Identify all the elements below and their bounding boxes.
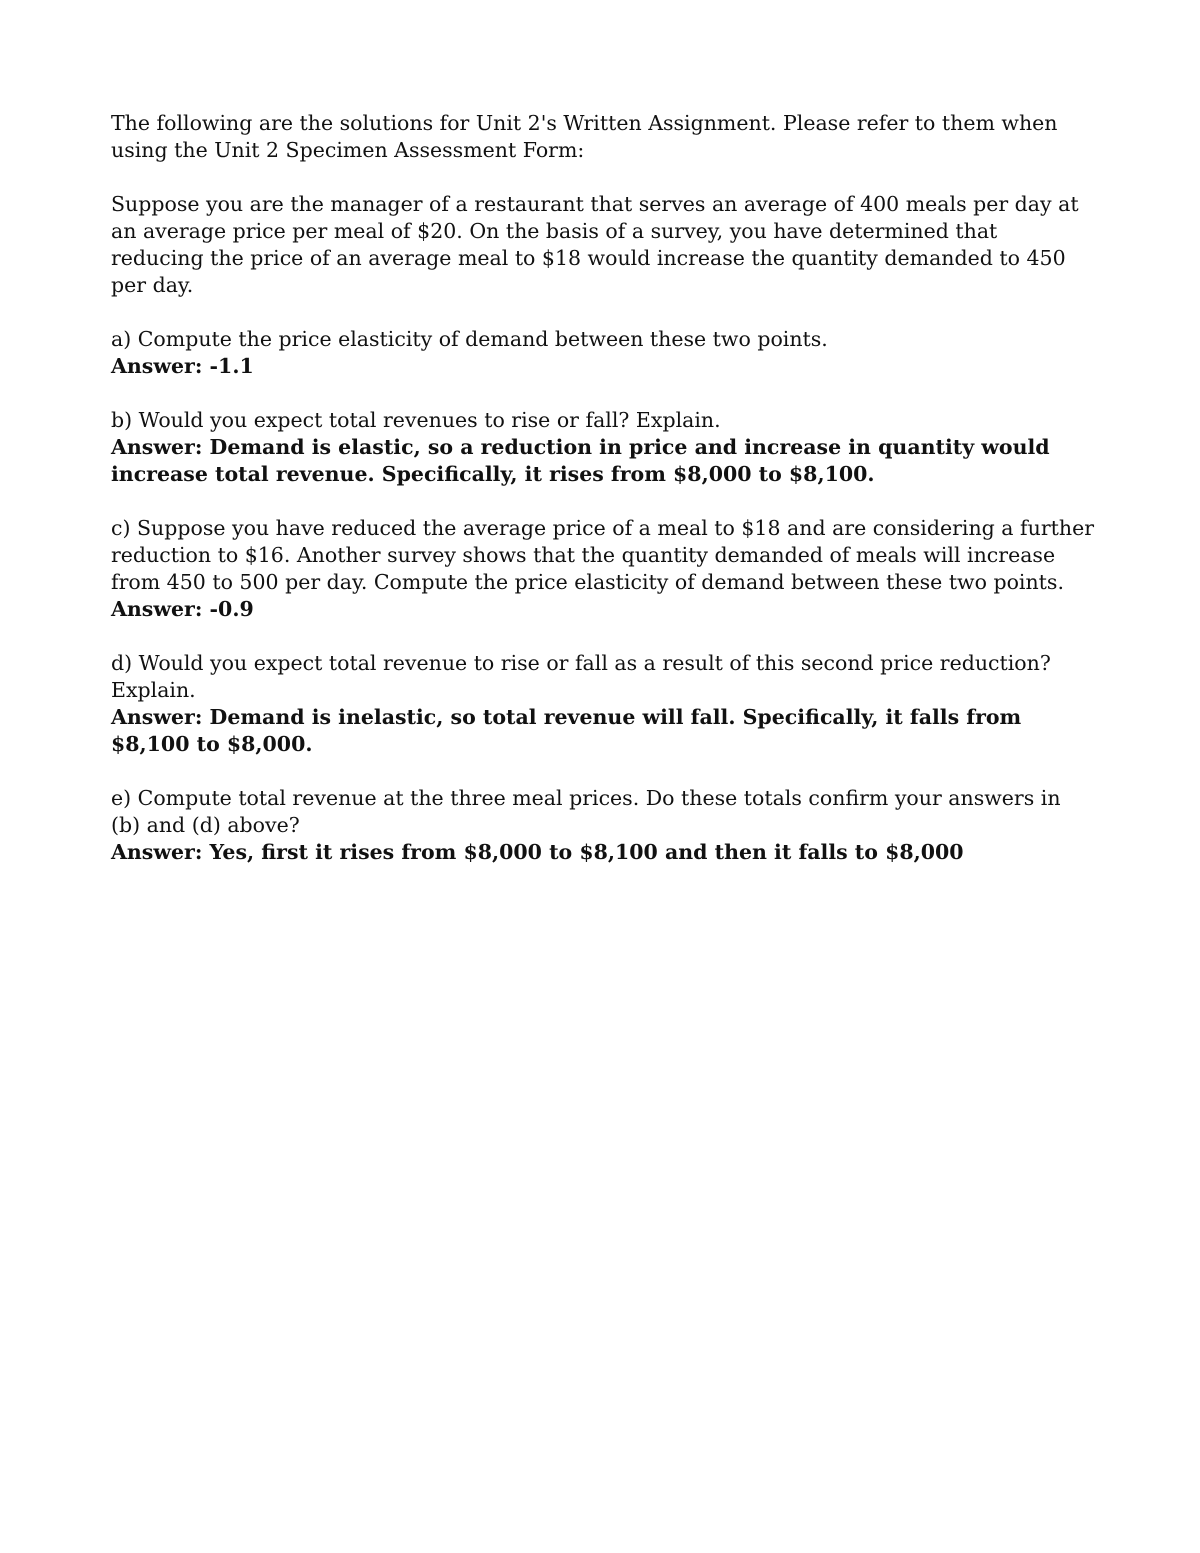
question-d: d) Would you expect total revenue to rise or fall as a result of this second price reduction? Explain.: [111, 651, 1051, 702]
answer-c: Answer: -0.9: [111, 597, 254, 621]
question-c: c) Suppose you have reduced the average price of a meal to $18 and are considering a further reduction to $16. Another survey shows that the quantity demanded of meals will increase from 450 to 500 per day. Compute the price elasticity of demand between these two points.: [111, 516, 1095, 594]
answer-e: Answer: Yes, first it rises from $8,000 to $8,100 and then it falls to $8,000: [111, 840, 964, 864]
question-block-e: [111, 785, 1096, 866]
question-block-c: [111, 515, 1096, 623]
scenario-paragraph: Suppose you are the manager of a restaurant that serves an average of 400 meals per day at an average price per meal of $20. On the basis of a survey, you have determined that reducing the price of an average meal to $18 would increase the quantity demanded to 450 per day.: [111, 192, 1079, 297]
answer-b: Answer: Demand is elastic, so a reduction in price and increase in quantity would increase total revenue. Specifically, it rises from $8,000 to $8,100.: [111, 435, 1050, 486]
question-b: b) Would you expect total revenues to rise or fall? Explain.: [111, 408, 721, 432]
intro-paragraph: The following are the solutions for Unit 2's Written Assignment. Please refer to them when using the Unit 2 Specimen Assessment Form:: [111, 111, 1058, 162]
question-e: e) Compute total revenue at the three meal prices. Do these totals confirm your answers in (b) and (d) above?: [111, 786, 1061, 837]
answer-d: Answer: Demand is inelastic, so total revenue will fall. Specifically, it falls from $8,100 to $8,000.: [111, 705, 1022, 756]
question-block-b: [111, 407, 1096, 488]
question-a: a) Compute the price elasticity of demand between these two points.: [111, 327, 828, 351]
answer-a: Answer: -1.1: [111, 354, 254, 378]
question-block-a: [111, 326, 1096, 380]
question-block-d: [111, 650, 1096, 758]
document-page: [111, 110, 1096, 893]
